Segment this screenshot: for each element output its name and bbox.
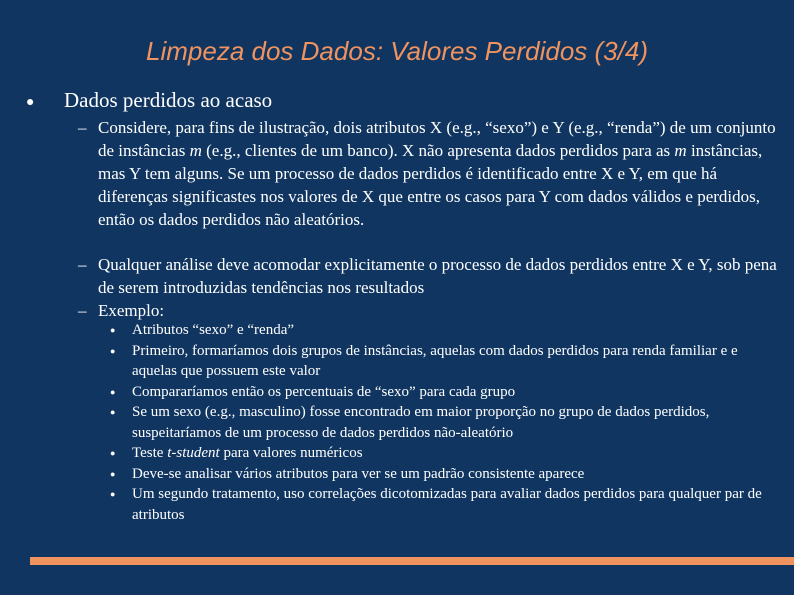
slide-title: Limpeza dos Dados: Valores Perdidos (3/4) (146, 36, 648, 66)
dash-item-text-part2: (e.g., clientes de um banco). X não apresenta dados perdidos para as (201, 141, 675, 160)
dash-item-italic: m (189, 141, 202, 160)
dash-icon: – (78, 118, 87, 137)
dash-item-text (98, 116, 778, 231)
dash-icon: – (78, 255, 87, 274)
sub-item (110, 464, 780, 485)
sub-item-text: Um segundo tratamento, uso correlações dicotomizadas para avaliar dados perdidos para qualquer par de atributos (132, 486, 762, 523)
bullet-icon: ● (110, 489, 116, 499)
dash-item-text: Exemplo: (98, 301, 165, 320)
bullet-icon: ● (110, 407, 116, 417)
bullet-icon: ● (110, 325, 116, 335)
sub-item (110, 341, 780, 382)
dash-item-3 (78, 299, 778, 322)
sub-item-text-post: para valores numéricos (219, 445, 363, 461)
sub-item-text: Compararíamos então os percentuais de “sexo” para cada grupo (132, 383, 516, 400)
bullet-icon: ● (110, 448, 116, 458)
dash-item-text-part3: instâncias, mas Y tem alguns. Se um processo de dados perdidos é identificado entre X e Y, em que há diferenças significastes nos valores de X que entre os casos para Y com dados válidos e perdidos, então os dados perdidos não aleatórios. (98, 141, 763, 229)
sub-item (110, 402, 780, 443)
bullet-icon: ● (110, 386, 116, 397)
sub-item-italic: t-student (167, 445, 220, 461)
dash-icon: – (78, 301, 87, 320)
dash-item-text: Qualquer análise deve acomodar explicitamente o processo de dados perdidos entre X e Y, sob pena de serem introduzidas tendências nos resultados (98, 255, 777, 297)
sub-item (110, 320, 780, 341)
dash-item-italic: m (674, 141, 687, 160)
bullet-icon: ● (110, 345, 116, 356)
sub-item-text: Atributos “sexo” e “renda” (132, 322, 295, 338)
sub-list (110, 320, 780, 525)
sub-item-text-pre: Teste (132, 445, 168, 461)
sub-item (110, 484, 780, 525)
level1-text: Dados perdidos ao acaso (64, 88, 273, 112)
bullet-icon: ● (110, 468, 116, 479)
dash-item-2 (78, 253, 778, 299)
sub-item-text: Deve-se analisar vários atributos para ver se um padrão consistente aparece (132, 465, 585, 482)
sub-item-text: Se um sexo (e.g., masculino) fosse encontrado em maior proporção no grupo de dados perdidos, suspeitaríamos de um processo de dados perdidos não-aleatório (132, 404, 710, 441)
sub-item (110, 443, 780, 464)
dash-item-1 (78, 116, 778, 231)
bottom-accent-bar (30, 557, 794, 565)
sub-item (110, 382, 780, 403)
sub-item-text: Primeiro, formaríamos dois grupos de instâncias, aquelas com dados perdidos para renda familiar e e aquelas que possuem este valor (132, 342, 738, 379)
bullet-icon: ● (26, 95, 35, 110)
dash-item-text-part1: Considere, para fins de ilustração, dois atributos X (e.g., “sexo”) e Y (e.g., “renda”) de um conjunto de instâncias (98, 118, 776, 160)
